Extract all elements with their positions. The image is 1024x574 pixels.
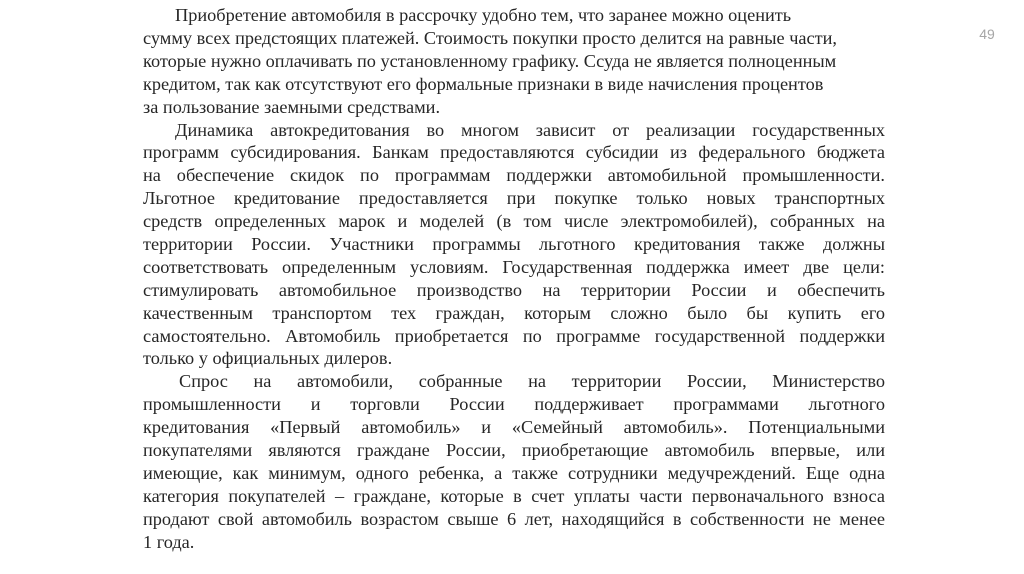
text-line: кредитования «Первый автомобиль» и «Семейный автомобиль». Потенциальными <box>143 417 885 438</box>
paragraph <box>143 370 885 553</box>
text-line: только у официальных дилеров. <box>143 348 393 369</box>
text-line: Динамика автокредитования во многом зависит от реализации государственных <box>175 119 885 140</box>
page-number: 49 <box>979 26 995 42</box>
text-line: за пользование заемными средствами. <box>143 96 441 117</box>
text-line: сумму всех предстоящих платежей. Стоимость покупки просто делится на равные части, <box>143 27 837 48</box>
text-line: средств определенных марок и моделей (в том числе электромобилей), собранных на <box>143 211 885 232</box>
text-line: Льготное кредитование предоставляется при покупке только новых транспортных <box>143 188 885 209</box>
text-line: качественным транспортом тех граждан, которым сложно было бы купить его <box>143 302 885 323</box>
text-line: которые нужно оплачивать по установленному графику. Ссуда не является полноценным <box>143 50 837 71</box>
text-line: категория покупателей – граждане, которые в счет уплаты части первоначального взноса <box>143 485 885 506</box>
text-line: покупателями являются граждане России, приобретающие автомобиль впервые, или <box>143 440 885 461</box>
text-line: на обеспечение скидок по программам поддержки автомобильной промышленности. <box>143 165 885 186</box>
text-line: кредитом, так как отсутствуют его формальные признаки в виде начисления процентов <box>143 73 824 94</box>
paragraph <box>143 119 885 371</box>
document-body <box>143 4 885 553</box>
text-line: продают свой автомобиль возрастом свыше 6 лет, находящийся в собственности не менее <box>143 508 885 529</box>
paragraph <box>143 4 885 119</box>
text-line: соответствовать определенным условиям. Государственная поддержка имеет две цели: <box>143 256 885 277</box>
text-line: Спрос на автомобили, собранные на территории России, Министерство <box>179 371 885 392</box>
text-line: стимулировать автомобильное производство на территории России и обеспечить <box>143 279 885 300</box>
text-line: Приобретение автомобиля в рассрочку удобно тем, что заранее можно оценить <box>175 5 792 25</box>
text-line: имеющие, как минимум, одного ребенка, а также сотрудники медучреждений. Еще одна <box>143 462 885 483</box>
text-line: территории России. Участники программы льготного кредитования также должны <box>143 233 885 254</box>
text-line: программ субсидирования. Банкам предоставляются субсидии из федерального бюджета <box>143 142 885 163</box>
text-line: 1 года. <box>143 531 195 552</box>
text-line: промышленности и торговли России поддерживает программами льготного <box>143 394 885 415</box>
text-line: самостоятельно. Автомобиль приобретается по программе государственной поддержки <box>143 325 885 346</box>
